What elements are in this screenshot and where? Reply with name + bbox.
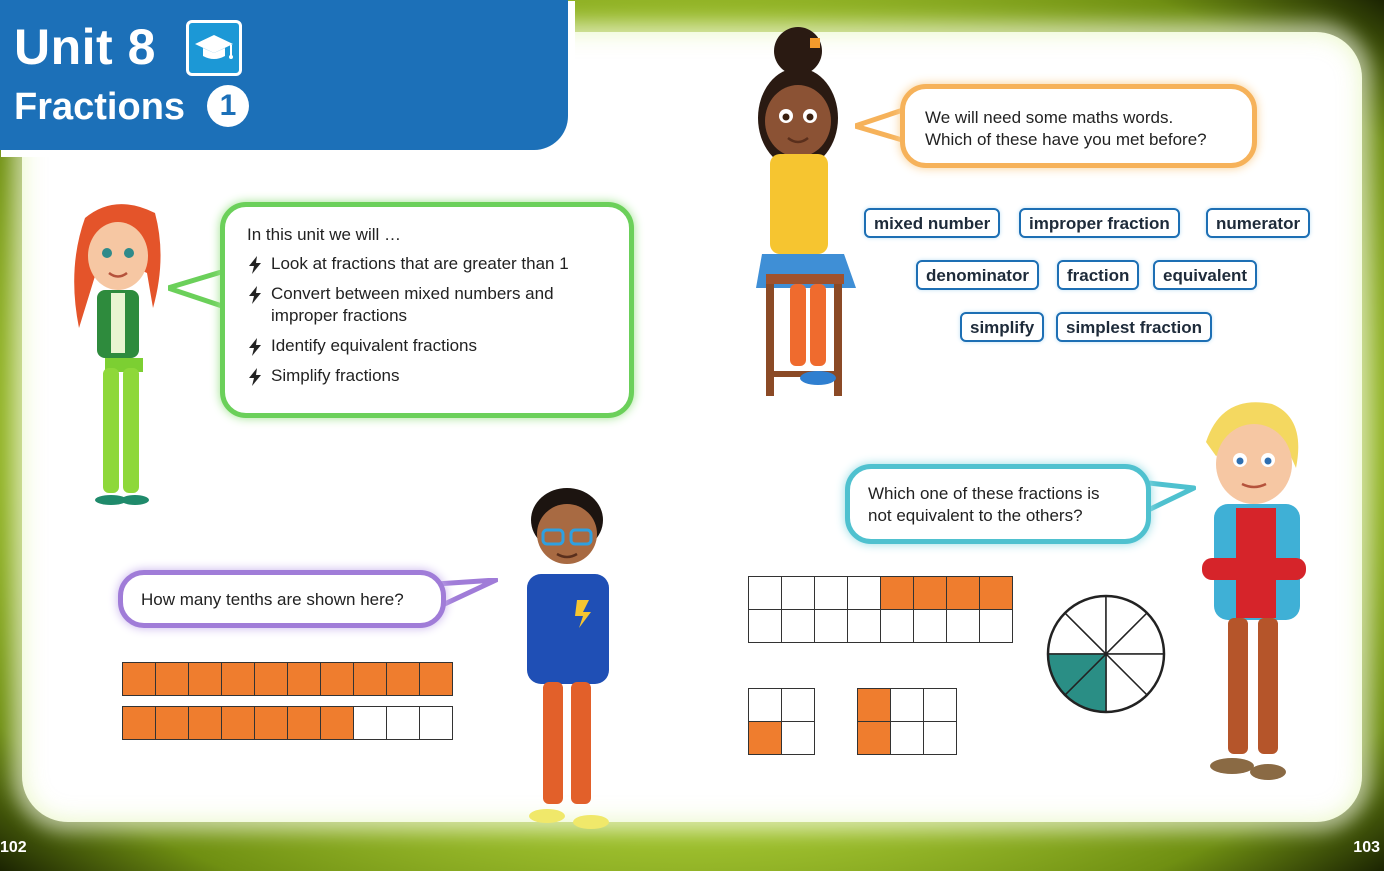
fraction-cell	[815, 610, 848, 643]
fraction-cell	[858, 689, 891, 722]
fraction-cell	[924, 722, 957, 755]
fraction-cell	[387, 663, 420, 696]
fraction-cell	[947, 577, 980, 610]
fraction-cell	[189, 663, 222, 696]
fraction-rectangle-8x2	[748, 576, 1013, 643]
equiv-speech-bubble	[845, 464, 1151, 544]
fraction-cell	[749, 610, 782, 643]
fraction-cell	[123, 663, 156, 696]
words-bubble-line2: Which of these have you met before?	[925, 130, 1207, 149]
lightning-icon	[247, 256, 263, 274]
fraction-cell	[782, 689, 815, 722]
fraction-cell	[881, 610, 914, 643]
objective-item: Identify equivalent fractions	[247, 335, 609, 357]
fraction-cell	[749, 577, 782, 610]
tenths-bar-partial	[122, 706, 453, 740]
intro-objectives-list	[247, 253, 609, 387]
vocab-chip-denominator: denominator	[916, 260, 1039, 290]
fraction-grid-3x2	[857, 688, 957, 755]
tenths-bar-full	[122, 662, 453, 696]
fraction-cell	[924, 689, 957, 722]
fraction-cell	[288, 663, 321, 696]
fraction-cell	[354, 707, 387, 740]
vocab-chip-equivalent: equivalent	[1153, 260, 1257, 290]
fraction-cell	[420, 663, 453, 696]
fraction-cell	[156, 663, 189, 696]
fraction-cell	[914, 610, 947, 643]
words-bubble-line1: We will need some maths words.	[925, 108, 1174, 127]
fraction-cell	[222, 663, 255, 696]
fraction-cell	[782, 722, 815, 755]
lightning-icon	[247, 368, 263, 386]
unit-number: 1	[207, 85, 249, 127]
fraction-cell	[980, 610, 1013, 643]
fraction-cell	[980, 577, 1013, 610]
fraction-cell	[420, 707, 453, 740]
fraction-cell	[815, 577, 848, 610]
fraction-cell	[891, 689, 924, 722]
vocab-chip-mixed-number: mixed number	[864, 208, 1000, 238]
lightning-icon	[247, 286, 263, 304]
boy-with-glasses-character	[505, 482, 630, 840]
fraction-cell	[222, 707, 255, 740]
unit-label: Unit 8	[14, 19, 156, 75]
fraction-cell	[881, 577, 914, 610]
equiv-bubble-line1: Which one of these fractions is	[868, 484, 1100, 503]
page-number-right: 103	[1353, 839, 1380, 856]
words-speech-bubble	[900, 84, 1257, 168]
girl-red-hair-character	[55, 198, 175, 513]
vocab-chip-simplify: simplify	[960, 312, 1044, 342]
tenths-speech-bubble	[118, 570, 446, 628]
fraction-cell	[321, 707, 354, 740]
fraction-cell	[387, 707, 420, 740]
page-number-left: 102	[0, 839, 27, 856]
fraction-cell	[782, 577, 815, 610]
fraction-circle-eighths	[1044, 592, 1168, 716]
fraction-cell	[288, 707, 321, 740]
fraction-cell	[255, 707, 288, 740]
girl-on-stool-character	[748, 26, 863, 401]
objective-item: Look at fractions that are greater than 1	[247, 253, 609, 275]
fraction-cell	[858, 722, 891, 755]
unit-header	[0, 0, 568, 150]
vocab-chip-fraction: fraction	[1057, 260, 1139, 290]
intro-speech-bubble	[220, 202, 634, 418]
tenths-bubble-text: How many tenths are shown here?	[141, 590, 404, 609]
fraction-cell	[891, 722, 924, 755]
fraction-cell	[156, 707, 189, 740]
vocab-chip-simplest-fraction: simplest fraction	[1056, 312, 1212, 342]
vocab-chip-numerator: numerator	[1206, 208, 1310, 238]
fraction-cell	[914, 577, 947, 610]
fraction-cell	[354, 663, 387, 696]
fraction-cell	[947, 610, 980, 643]
fraction-cell	[255, 663, 288, 696]
fraction-cell	[321, 663, 354, 696]
boy-blond-character	[1192, 398, 1312, 790]
fraction-cell	[782, 610, 815, 643]
fraction-cell	[848, 610, 881, 643]
objective-item: Convert between mixed numbers and improper fractions	[247, 283, 609, 327]
objective-item: Simplify fractions	[247, 365, 609, 387]
unit-title: Fractions	[14, 86, 186, 128]
fraction-cell	[848, 577, 881, 610]
fraction-cell	[749, 689, 782, 722]
fraction-cell	[189, 707, 222, 740]
vocab-chip-improper-fraction: improper fraction	[1019, 208, 1180, 238]
graduation-cap-icon	[186, 20, 242, 76]
intro-heading: In this unit we will …	[247, 225, 401, 244]
fraction-square-2x2	[748, 688, 815, 755]
lightning-icon	[247, 338, 263, 356]
equiv-bubble-line2: not equivalent to the others?	[868, 506, 1083, 525]
fraction-cell	[123, 707, 156, 740]
fraction-cell	[749, 722, 782, 755]
